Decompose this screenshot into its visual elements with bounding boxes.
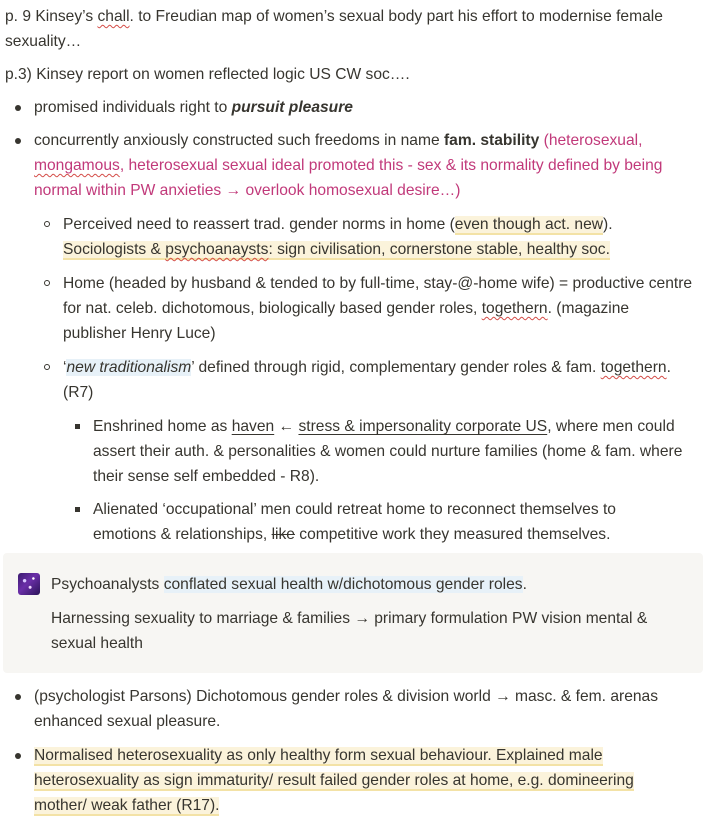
- text: (heterosexual,: [539, 132, 643, 149]
- underlined-text: stress & impersonality corporate US: [298, 418, 548, 435]
- text: Psychoanalysts: [51, 576, 164, 593]
- misspelled-word: psychoanaysts: [165, 241, 269, 258]
- emphasis-text: pursuit pleasure: [231, 99, 353, 116]
- text: Enshrined home as: [93, 418, 232, 435]
- misspelled-word: togethern: [481, 300, 548, 317]
- list-item: [63, 355, 693, 405]
- highlight: conflated sexual health w/dichotomous gender roles: [163, 576, 523, 593]
- text: p.3) Kinsey report on women reflected logic US CW soc….: [5, 66, 410, 83]
- highlight: Normalised heterosexuality as only healthy form sexual behaviour. Explained male heterosexuality as sign immaturity/ result failed gender roles at home, e.g. domineering mother/ weak father (R17).: [34, 747, 634, 814]
- misspelled-word: togethern: [600, 359, 667, 376]
- paragraph-kinsey-challenge: [5, 4, 699, 54]
- list-item: [34, 95, 699, 120]
- list-item: [63, 271, 693, 346]
- text: . to Freudian map of women’s sexual body part his effort to modernise female sexuality…: [5, 8, 663, 50]
- text: ).: [603, 216, 613, 233]
- highlight-italic: new traditionalism: [66, 359, 192, 376]
- text: concurrently anxiously constructed such freedoms in name: [34, 132, 444, 149]
- strikethrough-text: like: [271, 526, 295, 543]
- paragraph-kinsey-report: [5, 62, 699, 87]
- list-item: [93, 414, 703, 489]
- text: competitive work they measured themselves.: [294, 526, 611, 543]
- bold-text: fam. stability: [443, 132, 540, 149]
- callout-body: [51, 606, 691, 656]
- callout-heading: [51, 572, 691, 597]
- text: .: [522, 576, 527, 593]
- text: (psychologist Parsons) Dichotomous gender roles & division world → masc. & fem. arenas enhanced sexual pleasure.: [34, 688, 659, 730]
- list-item: [63, 212, 699, 262]
- text: ’ defined through rigid, complementary gender roles & fam.: [191, 359, 601, 376]
- text: : sign civilisation, cornerstone stable, healthy soc.: [268, 241, 610, 258]
- text: . (R7): [63, 359, 671, 401]
- text: Sociologists &: [63, 241, 166, 258]
- highlight: even though act. new: [454, 216, 604, 233]
- text: Harnessing sexuality to marriage & families → primary formulation PW vision mental & sexual health: [51, 610, 648, 652]
- text: promised individuals right to: [34, 99, 232, 116]
- text: , heterosexual sexual ideal promoted this - sex & its normality defined by being normal within PW anxieties → overlook homosexual desire…): [34, 157, 663, 199]
- galaxy-icon[interactable]: [18, 573, 40, 595]
- highlight: [63, 241, 610, 260]
- underlined-text: haven: [231, 418, 275, 435]
- text: p. 9 Kinsey’s: [5, 8, 98, 25]
- text: Alienated ‘occupational’ men could retreat home to reconnect themselves to emotions & relationships,: [93, 501, 616, 543]
- text: ←: [274, 418, 299, 435]
- list-item: [34, 743, 684, 818]
- list-item: [34, 128, 703, 203]
- list-item: [34, 684, 699, 734]
- text: . (magazine publisher Henry Luce): [63, 300, 630, 342]
- text: , where men could assert their auth. & personalities & women could nurture families (home & fam. where their sense self embedded - R8).: [93, 418, 683, 485]
- misspelled-word: mongamous: [34, 157, 120, 174]
- misspelled-word: chall: [97, 8, 130, 25]
- callout-block: [3, 553, 703, 673]
- list-item: [93, 497, 673, 547]
- text: Home (headed by husband & tended to by full-time, stay-@-home wife) = productive centre for nat. celeb. dichotomous, biologically based gender roles,: [63, 275, 693, 317]
- text: Perceived need to reassert trad. gender norms in home (: [63, 216, 455, 233]
- text: ‘: [63, 359, 67, 376]
